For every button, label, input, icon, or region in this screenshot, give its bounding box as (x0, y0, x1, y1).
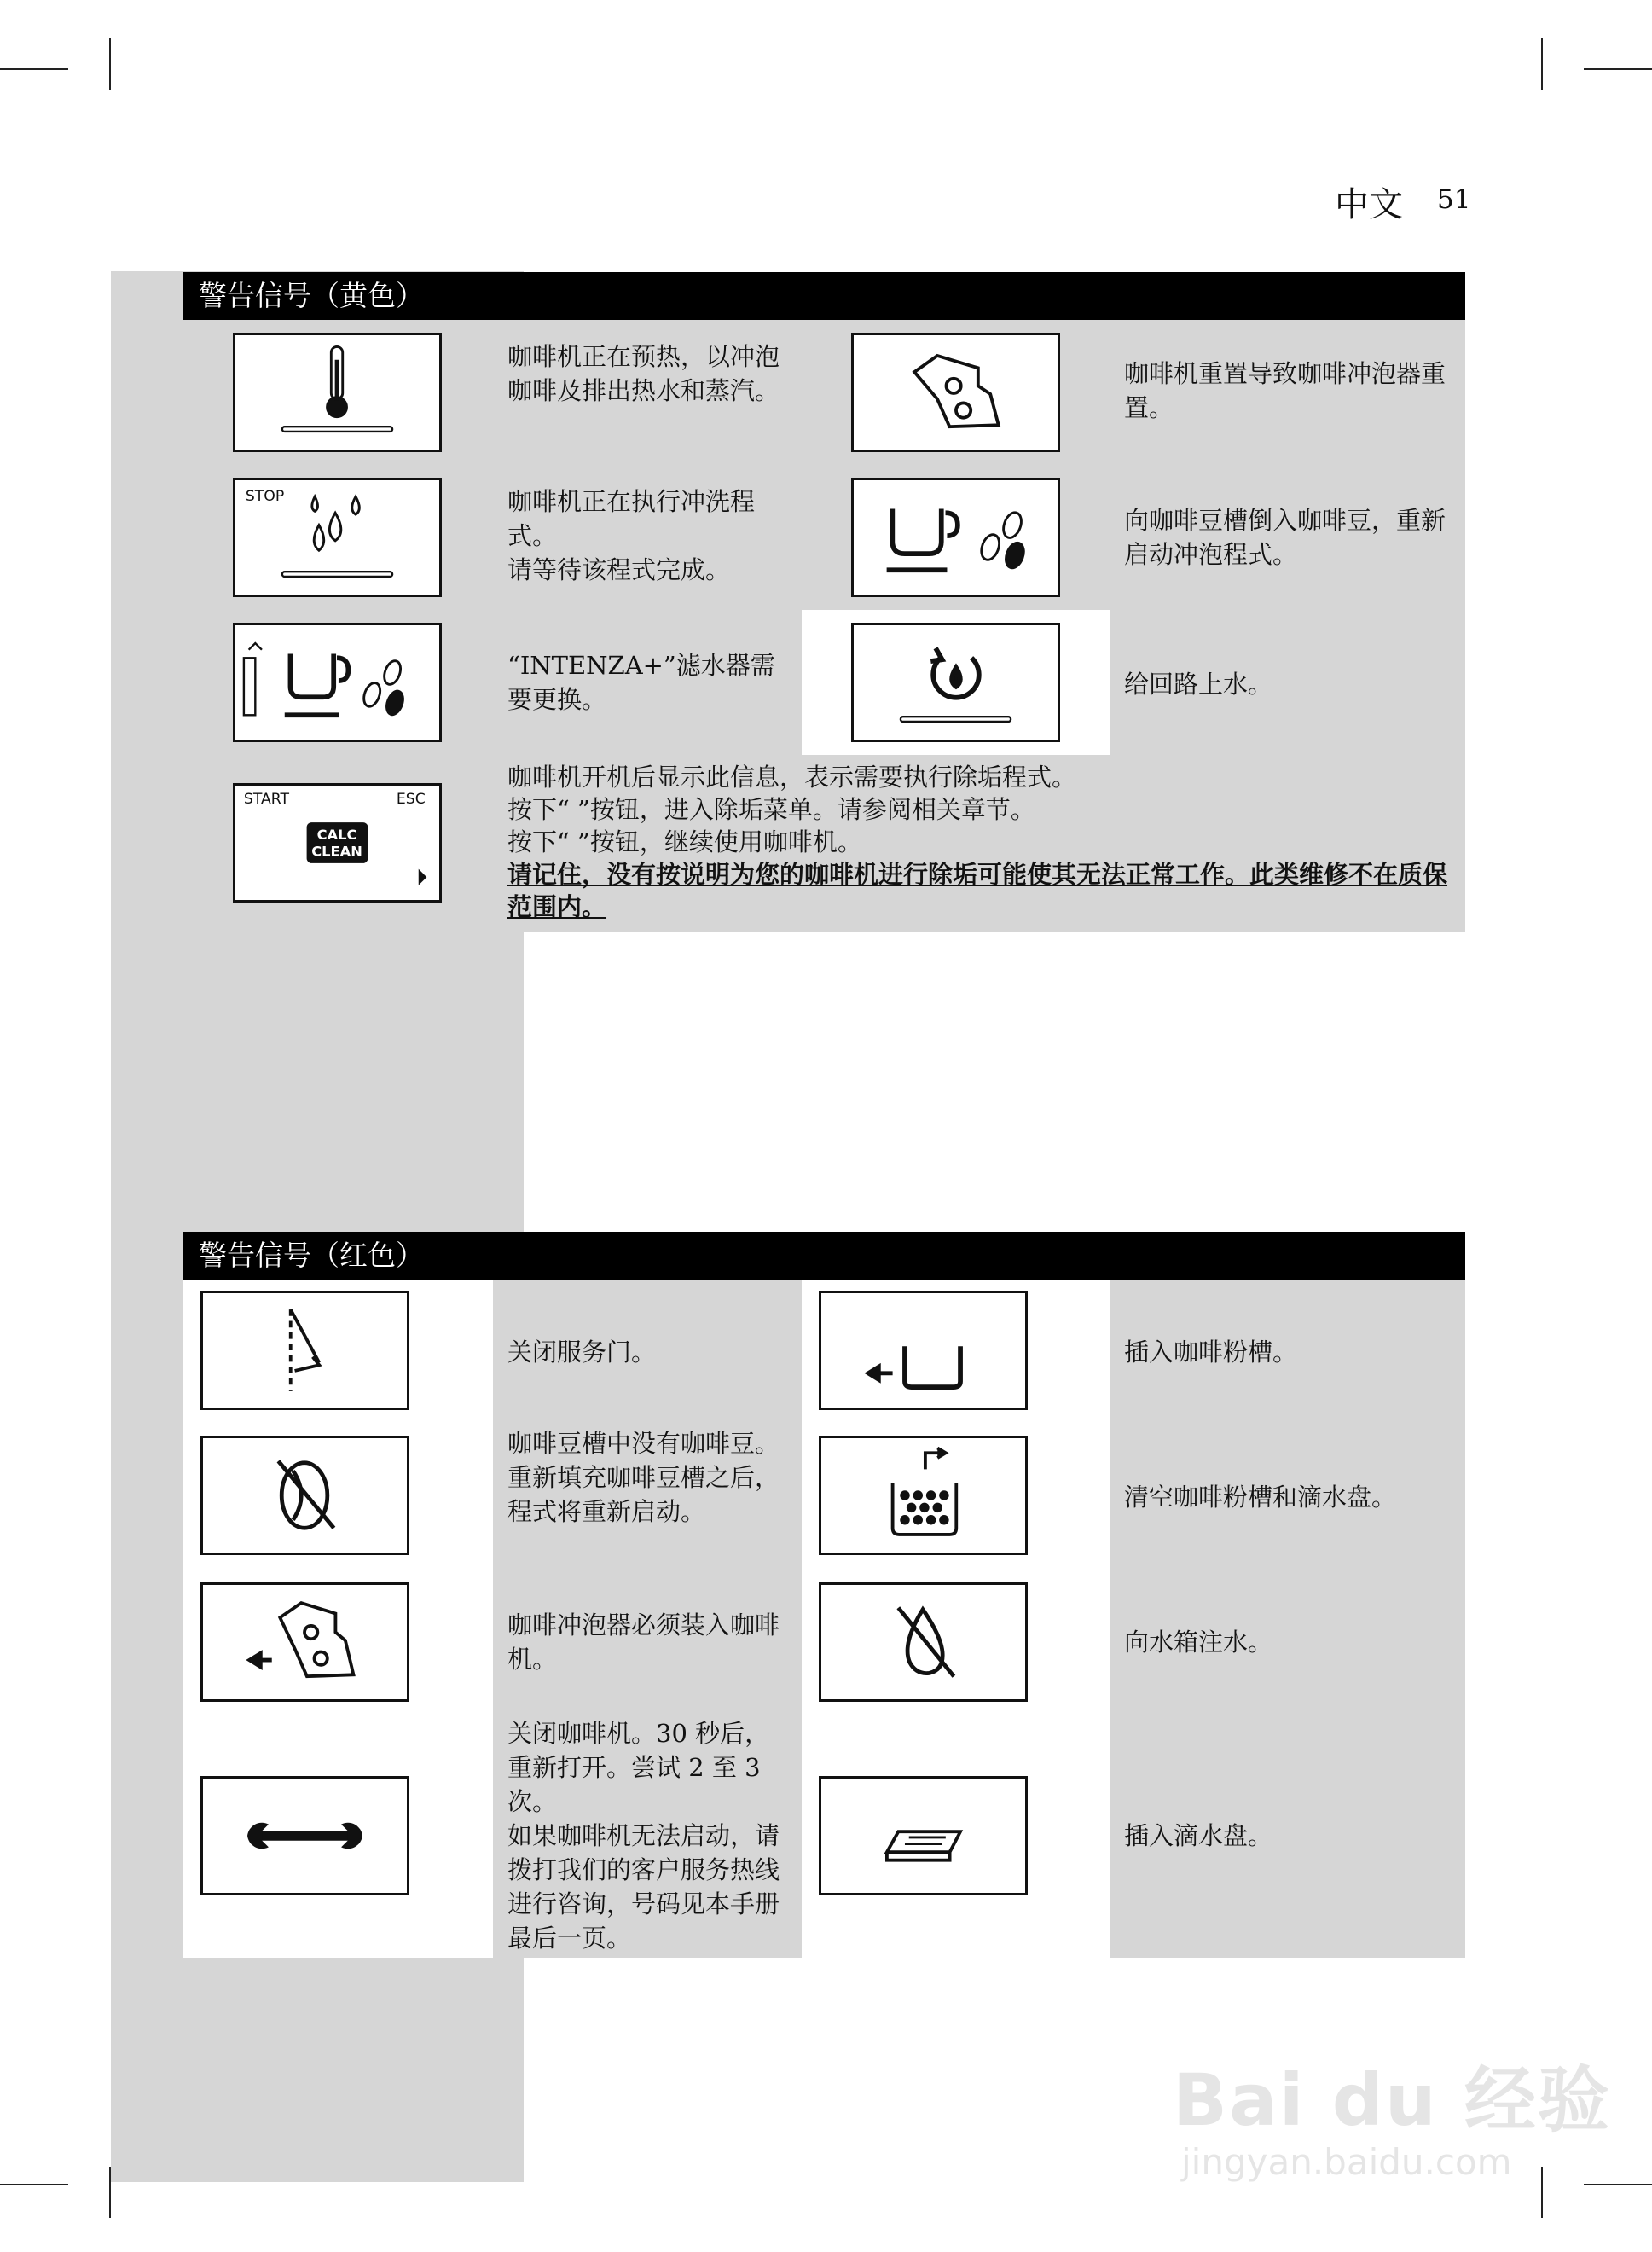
display-fill-tank (819, 1582, 1028, 1702)
display-brew-group-reset (851, 333, 1060, 452)
display-preheat (233, 333, 442, 452)
left-arrow-icon (250, 1653, 272, 1666)
brew-group-icon (914, 356, 999, 427)
coffee-beans-icon (978, 510, 1027, 571)
crop-mark (1541, 38, 1543, 90)
text-brew-group-reset: 咖啡机重置导致咖啡冲泡器重置。 (1124, 359, 1446, 422)
language-label: 中文 (1335, 185, 1403, 224)
text-restart (507, 1716, 789, 1955)
text-prime-circuit: 给回路上水。 (1124, 670, 1273, 699)
text-insert-grounds-drawer: 插入咖啡粉槽。 (1124, 1338, 1298, 1367)
text-descale-warning: 请记住，没有按说明为您的咖啡机进行除垢可能使其无法正常工作。此类维修不在质保范围内。 (507, 860, 1448, 921)
text-rinsing-line1: 咖啡机正在执行冲洗程式。 (507, 487, 756, 550)
clean-label: CLEAN (311, 843, 362, 860)
text-fill-tank: 向水箱注水。 (1124, 1628, 1273, 1657)
text-insert-drip-tray: 插入滴水盘。 (1124, 1821, 1273, 1850)
crop-mark (0, 68, 68, 70)
display-insert-grounds-drawer (819, 1291, 1028, 1410)
esc-label: ESC (396, 791, 426, 809)
drip-tray-icon (887, 1831, 960, 1860)
text-descale-line3: 按下“ ”按钮，继续使用咖啡机。 (507, 827, 862, 856)
water-drops-icon (312, 496, 360, 550)
crop-mark (109, 38, 111, 90)
text-close-door: 关闭服务门。 (507, 1338, 657, 1367)
watermark-logo: Bai du 经验 (1173, 2058, 1611, 2142)
cup-icon (887, 509, 958, 571)
text-descale-line1: 咖啡机开机后显示此信息，表示需要执行除垢程式。 (507, 763, 1077, 792)
wrench-icon (247, 1823, 362, 1849)
text-rinsing-line2: 请等待该程式完成。 (507, 555, 731, 584)
thermometer-icon (328, 346, 347, 416)
section-title-yellow: 警告信号（黄色） (183, 272, 1465, 320)
display-insert-drip-tray (819, 1776, 1028, 1895)
display-prime-circuit (851, 623, 1060, 742)
calc-label: CALC (316, 827, 357, 844)
display-filter (233, 623, 442, 742)
text-insert-brew-group: 咖啡冲泡器必须装入咖啡机。 (507, 1611, 780, 1674)
display-calc-clean (233, 783, 442, 903)
text-no-beans-line2: 重新填充咖啡豆槽之后，程式将重新启动。 (507, 1463, 780, 1526)
watermark-url: jingyan.baidu.com (1181, 2141, 1512, 2183)
left-arrow-icon (868, 1367, 893, 1379)
display-add-beans (851, 478, 1060, 597)
start-label: START (243, 791, 290, 809)
text-restart-line2: 如果咖啡机无法启动，请拨打我们的客户服务热线进行咨询，号码见本手册最后一页。 (507, 1821, 780, 1953)
text-descale-line2: 按下“ ”按钮，进入除垢菜单。请参阅相关章节。 (507, 795, 1035, 824)
display-close-door (200, 1291, 409, 1410)
section-title-red: 警告信号（红色） (183, 1232, 1465, 1280)
crop-mark (1541, 2167, 1543, 2218)
crop-mark (0, 2184, 68, 2185)
circuit-refill-icon (930, 648, 978, 698)
text-rinsing (507, 485, 789, 587)
display-rinsing (233, 478, 442, 597)
text-add-beans: 向咖啡豆槽倒入咖啡豆，重新启动冲泡程式。 (1124, 506, 1446, 569)
display-empty-drawer (819, 1436, 1028, 1555)
cup-icon (285, 654, 349, 716)
panel (1110, 1280, 1465, 1958)
text-preheat: 咖啡机正在预热，以冲泡咖啡及排出热水和蒸汽。 (507, 342, 780, 405)
display-no-beans (200, 1436, 409, 1555)
text-no-beans-line1: 咖啡豆槽中没有咖啡豆。 (507, 1429, 780, 1458)
grounds-dots (900, 1490, 948, 1524)
text-descale (507, 761, 1458, 923)
brew-group-icon (280, 1603, 353, 1676)
right-arrow-icon (419, 869, 427, 885)
no-water-icon (898, 1608, 954, 1676)
text-no-beans (507, 1426, 789, 1529)
display-insert-brew-group (200, 1582, 409, 1702)
crop-mark (1584, 68, 1652, 70)
service-door-icon (291, 1309, 320, 1391)
text-empty-drawer: 清空咖啡粉槽和滴水盘。 (1124, 1483, 1397, 1512)
crop-mark (1584, 2184, 1652, 2185)
grounds-drawer-icon (905, 1346, 960, 1387)
text-filter: “INTENZA+”滤水器需要更换。 (507, 651, 775, 714)
no-beans-icon (278, 1461, 333, 1528)
stop-label: STOP (245, 487, 285, 505)
filter-icon (244, 643, 262, 715)
page-number: 51 (1437, 184, 1471, 215)
coffee-beans-icon (361, 659, 406, 717)
display-restart (200, 1776, 409, 1895)
text-restart-line1: 关闭咖啡机。30 秒后，重新打开。尝试 2 至 3 次。 (507, 1719, 770, 1816)
